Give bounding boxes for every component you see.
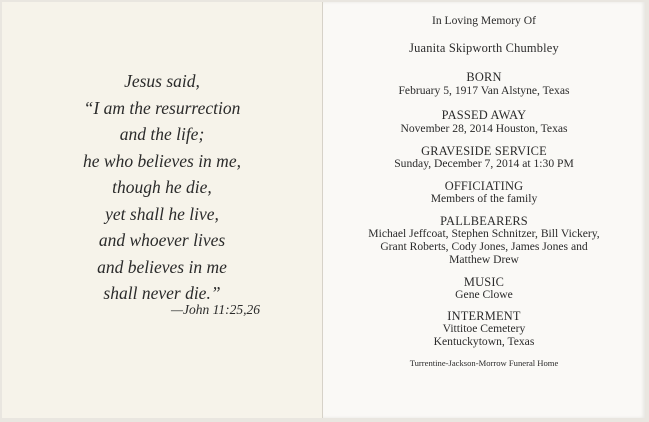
music-heading: MUSIC — [463, 275, 505, 289]
interment-line: Vittitoe Cemetery — [442, 322, 526, 335]
service-heading: GRAVESIDE SERVICE — [421, 144, 547, 158]
verse-line: and the life; — [119, 124, 205, 144]
verse-line: and believes in me — [97, 256, 227, 277]
pallbearers-line: Matthew Drew — [449, 253, 519, 266]
interment-line: Kentuckytown, Texas — [433, 335, 535, 348]
verse-line: “I am the resurrection — [83, 97, 241, 118]
intro-text: In Loving Memory Of — [431, 14, 536, 27]
verse-line: and whoever lives — [98, 230, 226, 250]
verse-line: he who believes in me, — [83, 150, 241, 171]
born-heading: BORN — [466, 70, 502, 84]
pallbearers-line: Michael Jeffcoat, Stephen Schnitzer, Bill Vickery, — [368, 227, 600, 240]
pallbearers-heading: PALLBEARERS — [440, 214, 528, 228]
memorial-details-panel — [323, 2, 645, 418]
music-detail: Gene Clowe — [455, 288, 513, 301]
officiating-heading: OFFICIATING — [444, 179, 524, 193]
passed-away-heading: PASSED AWAY — [441, 108, 527, 122]
officiating-detail: Members of the family — [430, 192, 538, 205]
deceased-name: Juanita Skipworth Chumbley — [409, 41, 559, 55]
verse-line: shall never die.” — [103, 283, 221, 303]
service-detail: Sunday, December 7, 2014 at 1:30 PM — [394, 157, 574, 170]
verse-line: Jesus said, — [124, 71, 200, 91]
scripture-verse — [2, 68, 322, 307]
verse-line: yet shall he live, — [105, 203, 219, 224]
interment-heading: INTERMENT — [447, 309, 521, 323]
verse-citation: —John 11:25,26 — [171, 302, 260, 317]
verse-panel — [2, 2, 323, 418]
verse-line: though he die, — [112, 177, 212, 197]
pallbearers-line: Grant Roberts, Cody Jones, James Jones and — [380, 240, 588, 253]
passed-away-detail: November 28, 2014 Houston, Texas — [400, 122, 568, 135]
funeral-home: Turrentine-Jackson-Morrow Funeral Home — [409, 358, 559, 368]
born-detail: February 5, 1917 Van Alstyne, Texas — [398, 84, 570, 97]
